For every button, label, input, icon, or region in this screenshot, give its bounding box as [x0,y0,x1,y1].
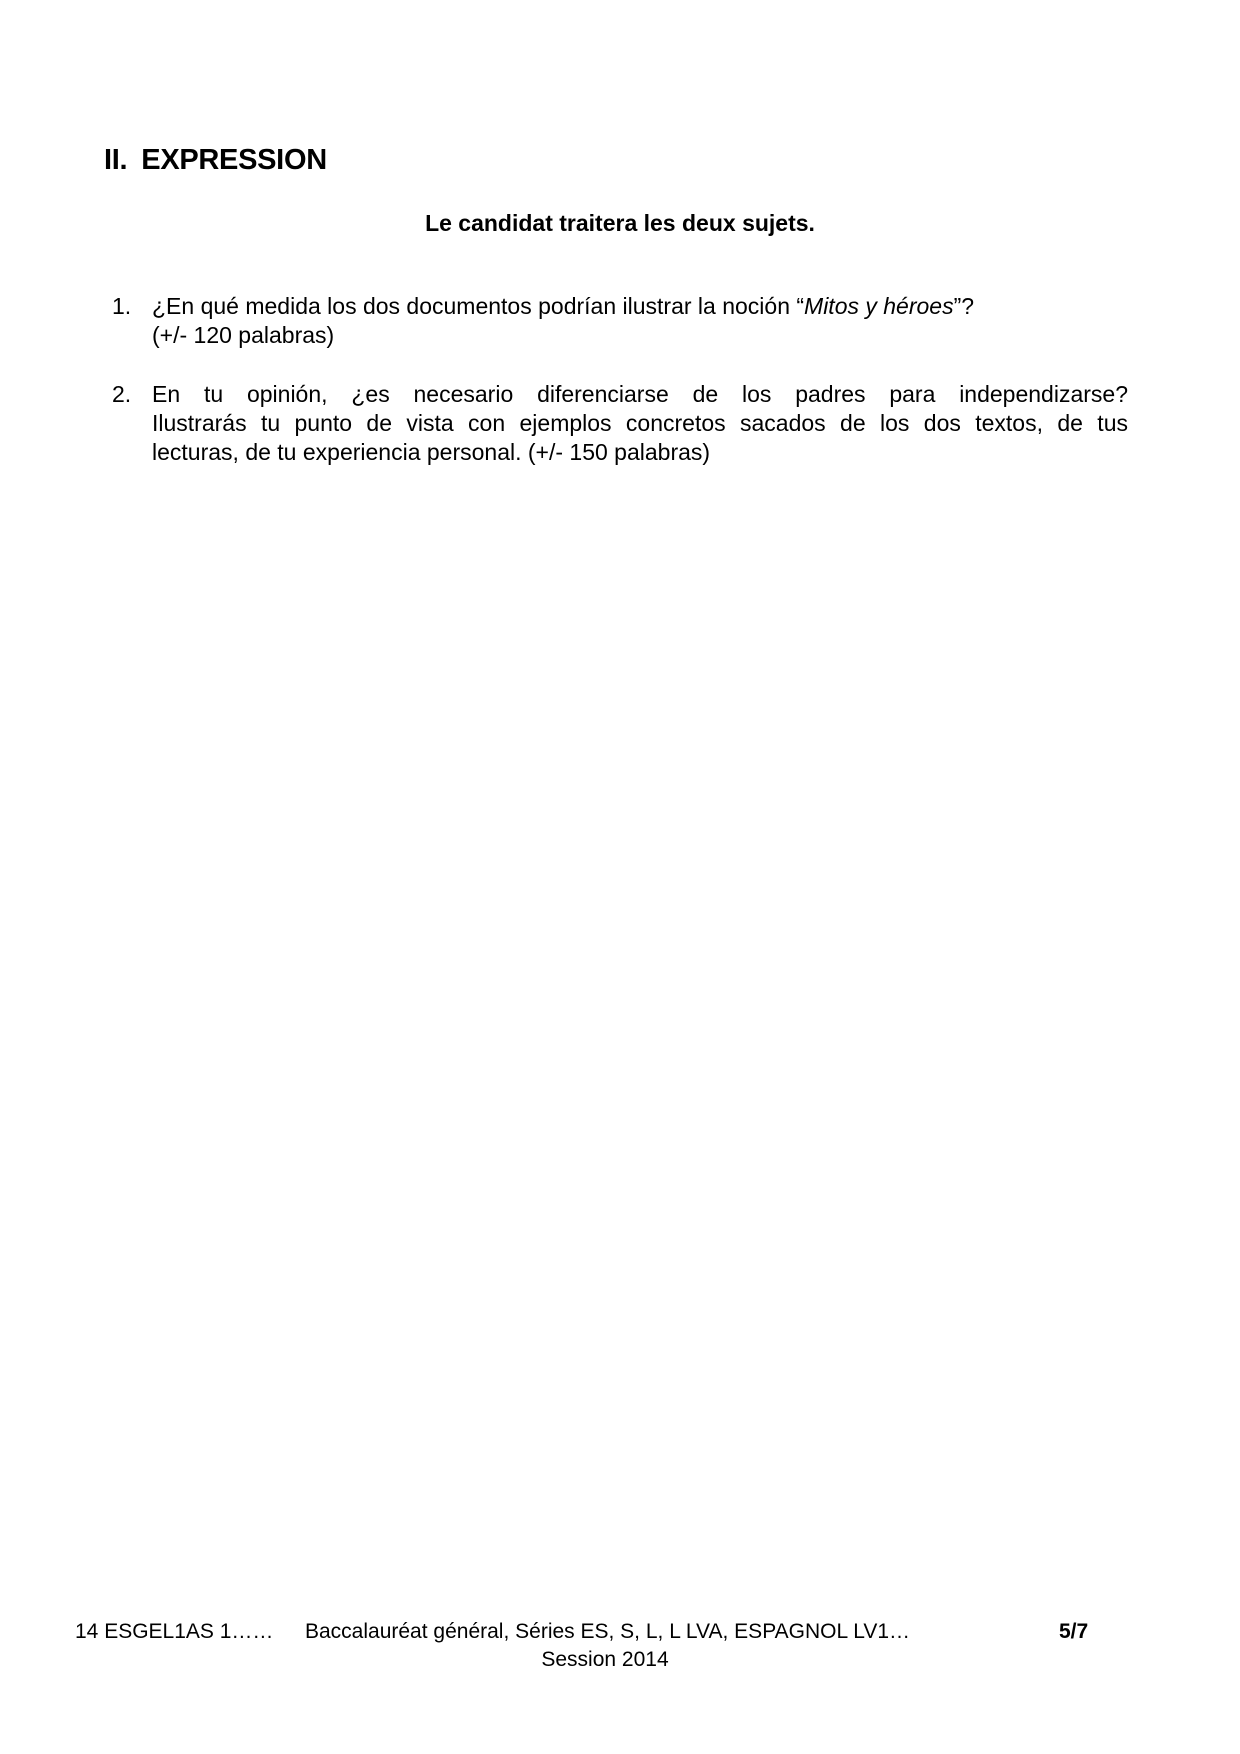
question-1 [112,292,1128,350]
question-1-text: ¿En qué medida los dos documentos podrían ilustrar la noción “ [152,293,805,319]
question-1-italic-notion: Mitos y héroes [804,293,954,319]
section-heading [104,144,327,177]
footer-page-number: 5/7 [1059,1620,1089,1643]
question-2-line-3: lecturas, de tu experiencia personal. (+/- 150 palabras) [152,439,711,465]
question-2-line-2: Ilustrarás tu punto de vista con ejemplos concretos sacados de los dos textos, de tus [152,410,1128,436]
question-1-word-count: (+/- 120 palabras) [152,322,335,348]
footer-session: Session 2014 [541,1648,669,1671]
question-2-line-1: En tu opinión, ¿es necesario diferenciarse de los padres para independizarse? [152,381,1128,407]
question-number: 2. [112,381,132,407]
section-number: II. [104,144,128,176]
instruction-text: Le candidat traitera les deux sujets. [425,210,815,236]
footer-exam-title: Baccalauréat général, Séries ES, S, L, L LVA, ESPAGNOL LV1… [305,1620,911,1643]
question-2 [112,380,1128,467]
footer-exam-code: 14 ESGEL1AS 1…… [75,1620,274,1643]
question-1-text-end: ”? [953,293,975,319]
question-number: 1. [112,293,132,319]
question-list [112,292,1128,467]
section-title: EXPRESSION [141,144,327,176]
question-1-line-1 [152,292,1128,321]
